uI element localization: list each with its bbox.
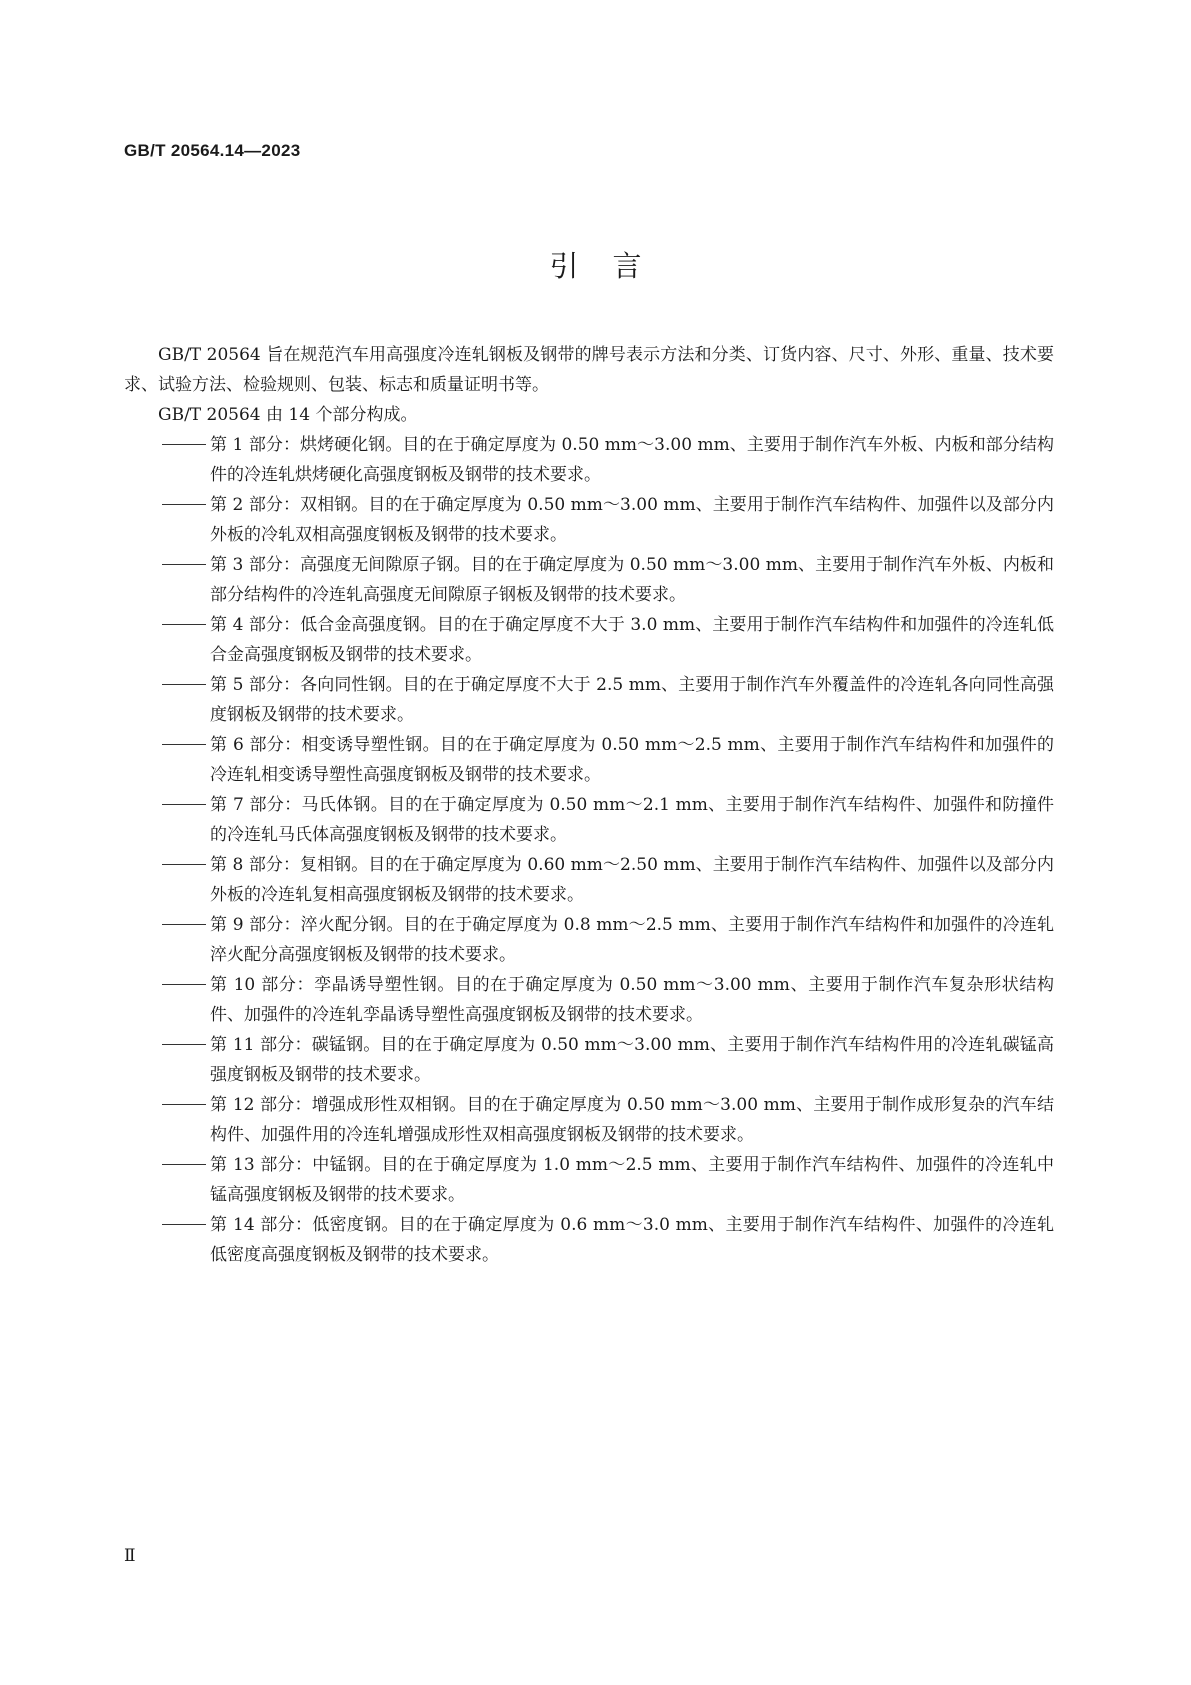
dash-marker [162, 1164, 206, 1165]
dash-marker [162, 1224, 206, 1225]
document-identifier: GB/T 20564.14—2023 [124, 141, 301, 160]
dash-marker [162, 744, 206, 745]
list-item [124, 550, 1054, 610]
list-item-text: 第 10 部分：孪晶诱导塑性钢。目的在于确定厚度为 0.50 mm～3.00 mm、主要用于制作汽车复杂形状结构件、加强件的冷连轧孪晶诱导塑性高强度钢板及钢带的技术要求。 [210, 975, 1054, 1025]
section-title: 引言 [549, 249, 676, 283]
list-item [124, 730, 1054, 790]
list-item [124, 1210, 1054, 1270]
dash-marker [162, 924, 206, 925]
dash-marker [162, 1104, 206, 1105]
list-item-text: 第 14 部分：低密度钢。目的在于确定厚度为 0.6 mm～3.0 mm、主要用于制作汽车结构件、加强件的冷连轧低密度高强度钢板及钢带的技术要求。 [210, 1215, 1054, 1265]
list-item-text: 第 7 部分：马氏体钢。目的在于确定厚度为 0.50 mm～2.1 mm、主要用于制作汽车结构件、加强件和防撞件的冷连轧马氏体高强度钢板及钢带的技术要求。 [210, 795, 1054, 845]
list-item-text: 第 11 部分：碳锰钢。目的在于确定厚度为 0.50 mm～3.00 mm、主要用于制作汽车结构件用的冷连轧碳锰高强度钢板及钢带的技术要求。 [210, 1035, 1054, 1085]
list-item [124, 670, 1054, 730]
dash-marker [162, 564, 206, 565]
dash-marker [162, 984, 206, 985]
list-item [124, 970, 1054, 1030]
page-number: Ⅱ [124, 1546, 136, 1566]
intro-paragraph-purpose: GB/T 20564 旨在规范汽车用高强度冷连轧钢板及钢带的牌号表示方法和分类、订货内容、尺寸、外形、重量、技术要求、试验方法、检验规则、包装、标志和质量证明书等。 [124, 345, 1054, 395]
dash-marker [162, 444, 206, 445]
parts-list [124, 430, 1054, 1270]
list-item [124, 1150, 1054, 1210]
list-item-text: 第 6 部分：相变诱导塑性钢。目的在于确定厚度为 0.50 mm～2.5 mm、主要用于制作汽车结构件和加强件的冷连轧相变诱导塑性高强度钢板及钢带的技术要求。 [210, 735, 1054, 785]
list-item-text: 第 1 部分：烘烤硬化钢。目的在于确定厚度为 0.50 mm～3.00 mm、主要用于制作汽车外板、内板和部分结构件的冷连轧烘烤硬化高强度钢板及钢带的技术要求。 [210, 435, 1054, 485]
list-item [124, 1090, 1054, 1150]
list-item-text: 第 8 部分：复相钢。目的在于确定厚度为 0.60 mm～2.50 mm、主要用于制作汽车结构件、加强件以及部分内外板的冷连轧复相高强度钢板及钢带的技术要求。 [210, 855, 1054, 905]
dash-marker [162, 1044, 206, 1045]
list-item-text: 第 3 部分：高强度无间隙原子钢。目的在于确定厚度为 0.50 mm～3.00 mm、主要用于制作汽车外板、内板和部分结构件的冷连轧高强度无间隙原子钢板及钢带的技术要求。 [210, 555, 1054, 605]
list-item-text: 第 12 部分：增强成形性双相钢。目的在于确定厚度为 0.50 mm～3.00 mm、主要用于制作成形复杂的汽车结构件、加强件用的冷连轧增强成形性双相高强度钢板及钢带的技术要求。 [210, 1095, 1054, 1145]
list-item-text: 第 9 部分：淬火配分钢。目的在于确定厚度为 0.8 mm～2.5 mm、主要用于制作汽车结构件和加强件的冷连轧淬火配分高强度钢板及钢带的技术要求。 [210, 915, 1054, 965]
intro-paragraph-structure: GB/T 20564 由 14 个部分构成。 [158, 405, 418, 425]
list-item-text: 第 2 部分：双相钢。目的在于确定厚度为 0.50 mm～3.00 mm、主要用于制作汽车结构件、加强件以及部分内外板的冷轧双相高强度钢板及钢带的技术要求。 [210, 495, 1054, 545]
introduction-body [124, 340, 1054, 1270]
dash-marker [162, 624, 206, 625]
list-item [124, 430, 1054, 490]
dash-marker [162, 504, 206, 505]
dash-marker [162, 864, 206, 865]
dash-marker [162, 684, 206, 685]
list-item-text: 第 4 部分：低合金高强度钢。目的在于确定厚度不大于 3.0 mm、主要用于制作汽车结构件和加强件的冷连轧低合金高强度钢板及钢带的技术要求。 [210, 615, 1054, 665]
list-item-text: 第 5 部分：各向同性钢。目的在于确定厚度不大于 2.5 mm、主要用于制作汽车外覆盖件的冷连轧各向同性高强度钢板及钢带的技术要求。 [210, 675, 1054, 725]
list-item [124, 850, 1054, 910]
list-item [124, 610, 1054, 670]
list-item [124, 910, 1054, 970]
list-item [124, 790, 1054, 850]
dash-marker [162, 804, 206, 805]
list-item [124, 1030, 1054, 1090]
list-item-text: 第 13 部分：中锰钢。目的在于确定厚度为 1.0 mm～2.5 mm、主要用于制作汽车结构件、加强件的冷连轧中锰高强度钢板及钢带的技术要求。 [210, 1155, 1054, 1205]
list-item [124, 490, 1054, 550]
